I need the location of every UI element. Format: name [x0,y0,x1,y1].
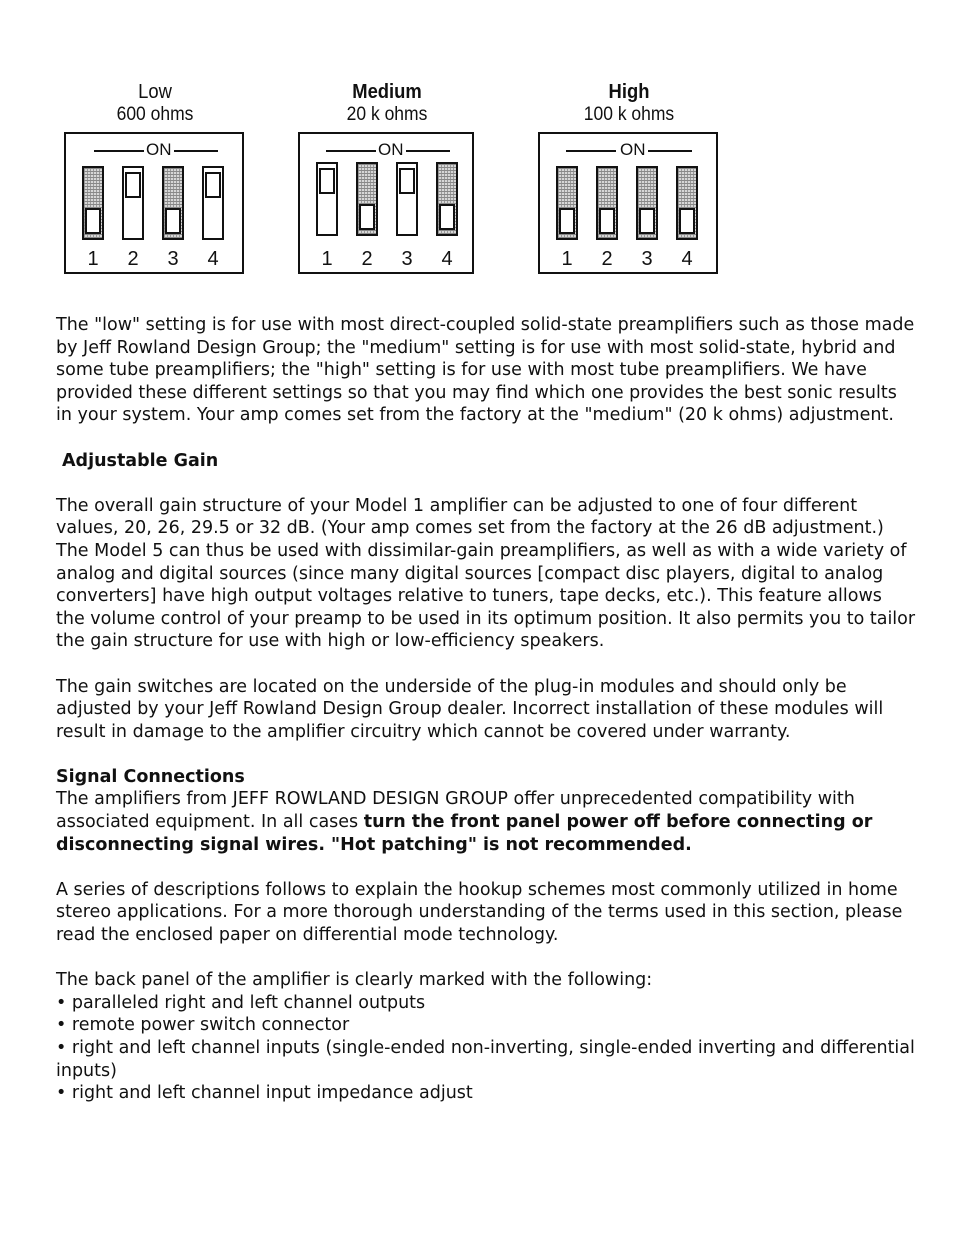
series-paragraph: A series of descriptions follows to explain the hookup schemes most commonly utilized in home stereo applications. For a more thorough understanding of the terms used in this section, please read the enclosed paper on differential mode technology. [56,879,903,946]
switch-number: 3 [641,248,653,270]
switch-knob [125,172,141,198]
dip-switch-4 [436,162,458,236]
on-line-right [406,150,450,152]
dip-switch-2 [356,162,378,236]
on-label: ON [378,140,404,159]
document-body [56,314,916,1105]
switch-knob [399,168,415,194]
switch-number: 3 [167,248,179,270]
diagram-subtitle-low: 600 ohms [116,104,194,125]
dip-switch-block-high [538,132,718,274]
switch-number: 2 [127,248,139,270]
switch-number: 4 [207,248,219,270]
switch-number: 2 [361,248,373,270]
switch-number: 3 [401,248,413,270]
on-line-right [174,150,218,152]
switch-number: 4 [681,248,693,270]
dip-switch-4 [676,166,698,240]
back-panel-intro: The back panel of the amplifier is clearly marked with the following: [56,970,653,991]
dip-diagram-medium [298,80,476,274]
gain-paragraph-1: The overall gain structure of your Model 1 amplifier can be adjusted to one of four different values, 20, 26, 29.5 or 32 dB. (Your amp comes set from the factory at the 26 dB adjustment.) The Model 5 can thus be used with dissimilar-gain preamplifiers, as well as with a wide variety of analog and digital sources (since many digital sources [compact disc players, digital to analog converters] have high output voltages relative to tuners, tape decks, etc.). This feature allows the volume control of your preamp to be used in its optimum position. It also permits you to tailor the gain structure for use with high or low-efficiency speakers. [56,495,916,652]
heading-signal-connections: Signal Connections [56,766,245,787]
on-line-right [648,150,692,152]
dip-switch-3 [396,162,418,236]
on-label: ON [620,140,646,159]
switch-knob [85,208,101,234]
switch-knob [599,208,615,234]
list-item: • right and left channel inputs (single-ended non-inverting, single-ended inverting and differential inputs) [56,1038,915,1081]
on-label: ON [146,140,172,159]
switch-knob [359,204,375,230]
switch-knob [205,172,221,198]
diagram-subtitle-high: 100 k ohms [583,104,675,125]
diagram-title-high: High [608,81,650,103]
dip-diagram-high [538,80,720,274]
on-line-left [566,150,616,152]
switch-number: 1 [87,248,99,270]
signal-warning: turn the front panel power off before connecting or disconnecting signal wires. "Hot patching" is not recommended. [56,812,873,855]
switch-number: 4 [441,248,453,270]
dip-switch-2 [122,166,144,240]
heading-adjustable-gain: Adjustable Gain [62,450,219,471]
switch-knob [319,168,335,194]
dip-switch-1 [82,166,104,240]
gain-paragraph-2: The gain switches are located on the underside of the plug-in modules and should only be adjusted by your Jeff Rowland Design Group dealer. Incorrect installation of these modules will result in damage to the amplifier circuitry which cannot be covered under warranty. [56,676,884,742]
signal-paragraph [56,788,916,856]
list-item: • paralleled right and left channel outputs [56,992,426,1013]
dip-switch-2 [596,166,618,240]
list-item: • remote power switch connector [56,1015,350,1036]
switch-knob [165,208,181,234]
dip-switch-4 [202,166,224,240]
signal-intro: The amplifiers from JEFF ROWLAND DESIGN GROUP offer unprecedented compatibility with associated equipment. In all cases [56,789,855,833]
switch-number: 1 [561,248,573,270]
switch-knob [439,204,455,230]
dip-switch-3 [636,166,658,240]
dip-switch-block-low [64,132,244,274]
dip-switch-3 [162,166,184,240]
switch-knob [639,208,655,234]
on-line-left [94,150,144,152]
switch-number: 1 [321,248,333,270]
dip-switch-1 [556,166,578,240]
list-item: • right and left channel input impedance adjust [56,1083,473,1104]
switch-number: 2 [601,248,613,270]
diagram-subtitle-medium: 20 k ohms [346,104,428,125]
dip-diagram-low [64,80,246,274]
impedance-paragraph: The "low" setting is for use with most direct-coupled solid-state preamplifiers such as those made by Jeff Rowland Design Group; the "medium" setting is for use with most solid-state, hybrid and some tube preamplifiers; the "high" setting is for use with most tube preamplifiers. We have provided these different settings so that you may find which one provides the best sonic results in your system. Your amp comes set from the factory at the "medium" (20 k ohms) adjustment. [56,315,915,426]
dip-switch-1 [316,162,338,236]
diagram-title-medium: Medium [352,81,422,103]
switch-knob [679,208,695,234]
diagram-title-low: Low [138,81,172,103]
on-line-left [326,150,376,152]
dip-switch-block-medium [298,132,474,274]
switch-knob [559,208,575,234]
